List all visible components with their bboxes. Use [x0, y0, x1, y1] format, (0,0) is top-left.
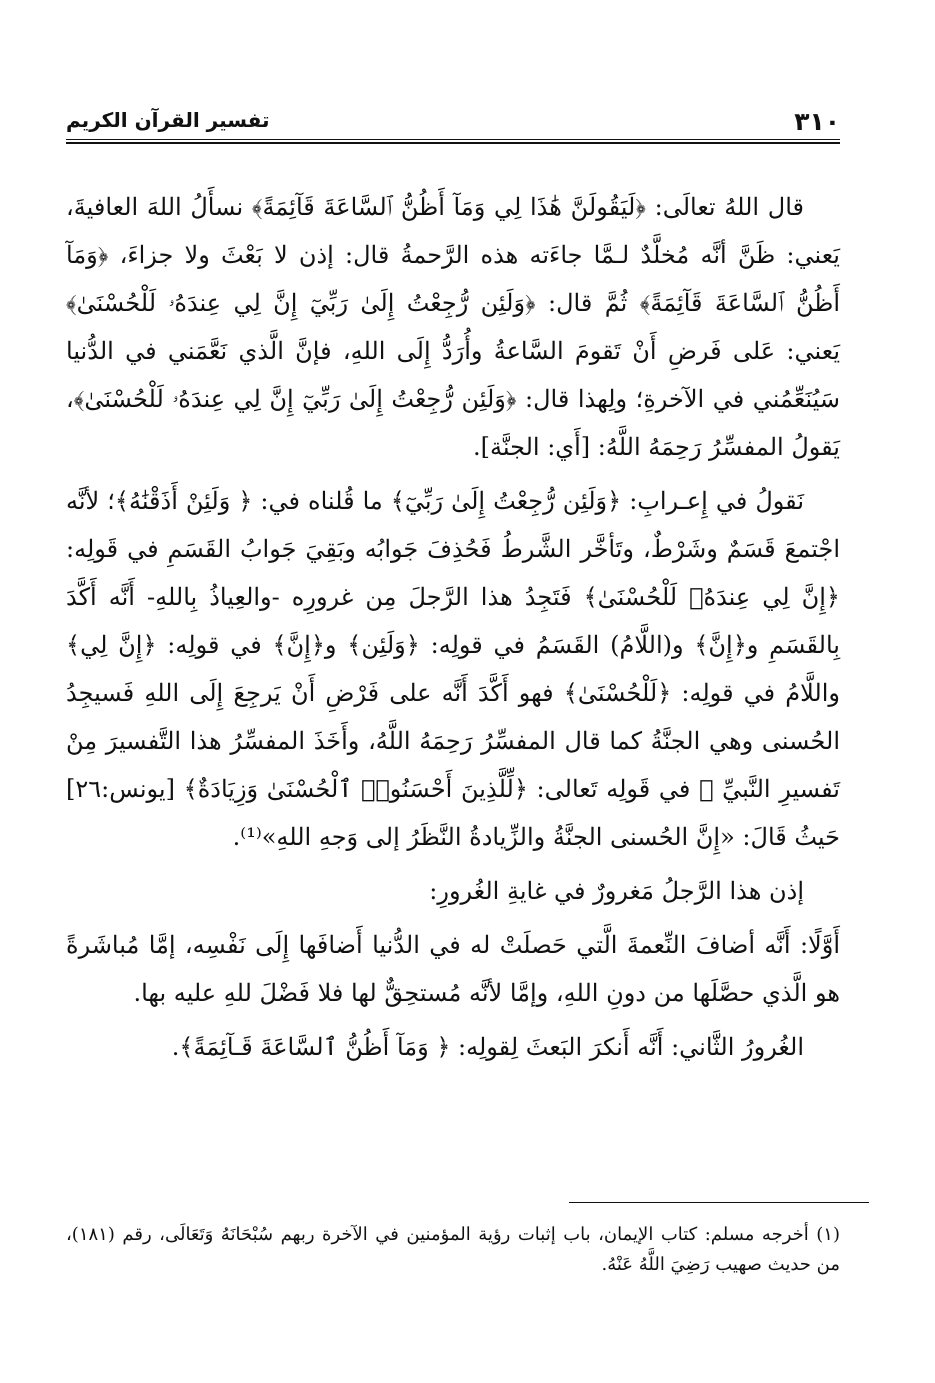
paragraph-3: إذن هذا الرَّجلُ مَغرورٌ في غايةِ الغُرورِ: [429, 877, 804, 905]
footnote-separator [569, 1202, 869, 1203]
footnote-1: (١) أخرجه مسلم: كتاب الإيمان، باب إثبات رؤية المؤمنين في الآخرة ربهم سُبْحَانَهُ وَتَعَالَى، رقم (١٨١)، من حديث صهيب رَضِيَ اللَّهُ عَنْهُ. [66, 1224, 840, 1275]
book-title: تفسير القرآن الكريم [66, 108, 270, 132]
header-rule [66, 139, 840, 140]
paragraph-2: نَقولُ في إِعـرابِ: ﴿وَلَئِن رُّجِعْتُ إِلَىٰ رَبِّيٓ﴾ ما قُلناه في: ﴿ وَلَئِنْ أَذَقْنَٰهُ﴾؛ لأنَّه اجْتمعَ قَسَمٌ وشَرْطٌ، وتَأخَّر الشَّرطُ فَحُذِفَ جَوابُه وبَقِيَ جَوابُ القَسَمِ في قَولِه: ﴿إِنَّ لِي عِندَهُۥ لَلْحُسْنَىٰ﴾ فَتَجِدُ هذا الرَّجلَ مِن غرورِه -والعِياذُ بِاللهِ- أَنَّه أَكَّدَ بِالقَسَمِ و﴿إِنَّ﴾ و(اللَّامُ) القَسَمُ في قولِه: ﴿وَلَئِن﴾ و﴿إِنَّ﴾ في قولِه: ﴿إِنَّ لِي﴾ واللَّامُ في قولِه: ﴿لَلْحُسْنَىٰ﴾ فهو أَكَّدَ أَنَّه على فَرْضِ أَنْ يَرجِعَ إِلَى اللهِ فَسيجِدُ الحُسنى وهي الجنَّةُ كما قال المفسِّرُ رَحِمَهُ اللَّهُ، وأَخَذَ المفسِّرُ هذا التَّفسيرَ مِنْ تَفسيرِ النَّبيِّ ﷺ في قَولِه تَعالى: ﴿لِّلَّذِينَ أَحْسَنُوا۟ ٱلْحُسْنَىٰ وَزِيَادَةٌ﴾ [يونس:٢٦] حَيثُ قَالَ: «إِنَّ الحُسنى الجنَّةُ والزِّيادةُ النَّظَرُ إلى وَجهِ اللهِ»⁽¹⁾. [66, 487, 840, 851]
paragraph-4: أَوَّلًا: أَنَّه أضافَ النِّعمةَ الَّتي حَصلَتْ له في الدُّنيا أَضافَها إِلَى نَفْسِه، إمَّا مُباشَرةً هو الَّذي حصَّلَها من دونِ اللهِ، وإمَّا لأنَّه مُستحِقٌّ لها فلا فَضْلَ للهِ عليه بها. [66, 931, 840, 1007]
paragraph-5: الغُرورُ الثَّاني: أَنَّه أَنكرَ البَعثَ لِقولِه: ﴿ وَمَآ أَظُنُّ ٱلسَّاعَةَ قَـآئِمَةً﴾. [171, 1033, 804, 1061]
page-body [66, 183, 840, 1071]
page-header [66, 100, 840, 140]
header-rule-thick [66, 142, 840, 144]
paragraph-1: قال اللهُ تعالَى: ﴿لَيَقُولَنَّ هَٰذَا لِي وَمَآ أَظُنُّ ٱلسَّاعَةَ قَآئِمَةً﴾ نسأَلُ اللهَ العافيةَ، يَعني: ظَنَّ أنَّه مُخلَّدٌ لـمَّا جاءَته هذه الرَّحمةُ قال: إذن لا بَعْثَ ولا جزاءَ، ﴿وَمَآ أَظُنُّ ٱلسَّاعَةَ قَآئِمَةً﴾ ثُمَّ قال: ﴿وَلَئِن رُّجِعْتُ إِلَىٰ رَبِّيٓ إِنَّ لِي عِندَهُۥ لَلْحُسْنَىٰ﴾ يَعني: عَلى فَرضِ أَنْ تَقومَ السَّاعةُ وأُرَدُّ إِلَى اللهِ، فإنَّ الَّذي نَعَّمَني في الدُّنيا سَيُنَعِّمُني في الآخرةِ؛ ولِهذا قال: ﴿وَلَئِن رُّجِعْتُ إِلَىٰ رَبِّيٓ إِنَّ لِي عِندَهُۥ لَلْحُسْنَىٰ﴾، يَقولُ المفسِّرُ رَحِمَهُ اللَّهُ: [أَي: الجنَّة]. [66, 193, 840, 461]
page-number: ٣١٠ [794, 107, 840, 136]
footnotes [66, 1220, 840, 1280]
